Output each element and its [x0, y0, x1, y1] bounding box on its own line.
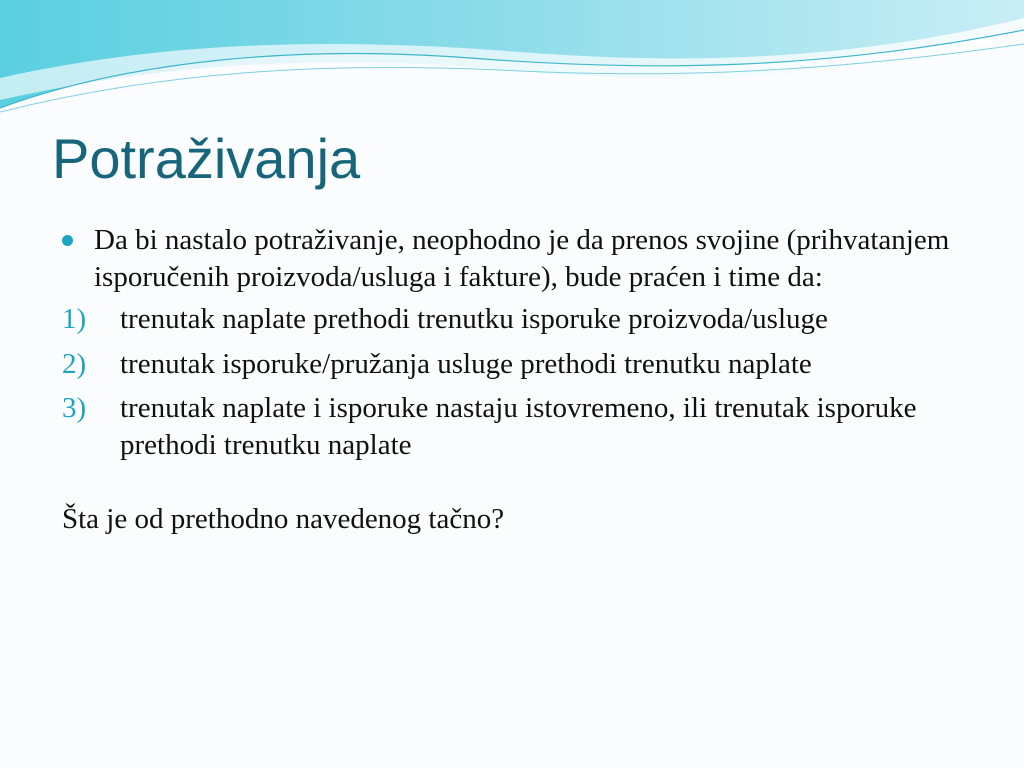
- bullet-text: Da bi nastalo potraživanje, neophodno je da prenos svojine (prihvatanjem isporučenih proizvoda/usluga i fakture), bude praćen i time da:: [94, 224, 950, 293]
- list-item-text: trenutak naplate i isporuke nastaju istovremeno, ili trenutak isporuke prethodi trenutku naplate: [120, 392, 917, 461]
- list-item: [62, 301, 982, 338]
- list-marker: 2): [62, 347, 87, 380]
- decorative-wave-header: [0, 0, 1024, 130]
- list-item-text: trenutak isporuke/pružanja usluge prethodi trenutku naplate: [120, 347, 812, 380]
- list-marker: 3): [62, 392, 87, 424]
- list-item: [62, 390, 982, 463]
- bullet-item: [62, 222, 982, 295]
- list-item-text: trenutak naplate prethodi trenutku isporuke proizvoda/usluge: [120, 303, 828, 335]
- list-item: [62, 346, 982, 383]
- slide-body: [62, 222, 982, 538]
- bullet-dot-icon: [62, 235, 73, 246]
- numbered-list: [62, 301, 982, 463]
- list-marker: 1): [62, 303, 87, 335]
- question-text: Šta je od prethodno navedenog tačno?: [62, 503, 505, 535]
- slide-title: Potraživanja: [52, 127, 361, 190]
